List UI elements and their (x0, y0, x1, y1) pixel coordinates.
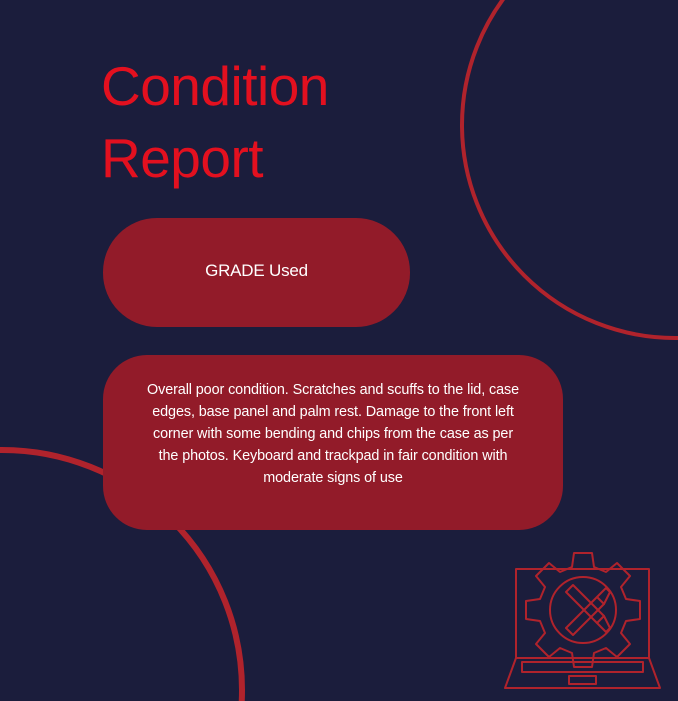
condition-description: Overall poor condition. Scratches and scuffs to the lid, case edges, base panel and palm rest. Damage to the front left corner with some bending and chips from the case as per the photos. Keyboard and trackpad in fair condition with moderate signs of use (147, 382, 519, 486)
title-line-1: Condition (101, 55, 329, 117)
laptop-trackpad (569, 676, 596, 684)
title-line-2: Report (101, 127, 264, 189)
screwdriver-icon (566, 597, 604, 635)
grade-label: GRADE Used (205, 260, 308, 280)
screwdriver-icon-2 (566, 585, 604, 623)
